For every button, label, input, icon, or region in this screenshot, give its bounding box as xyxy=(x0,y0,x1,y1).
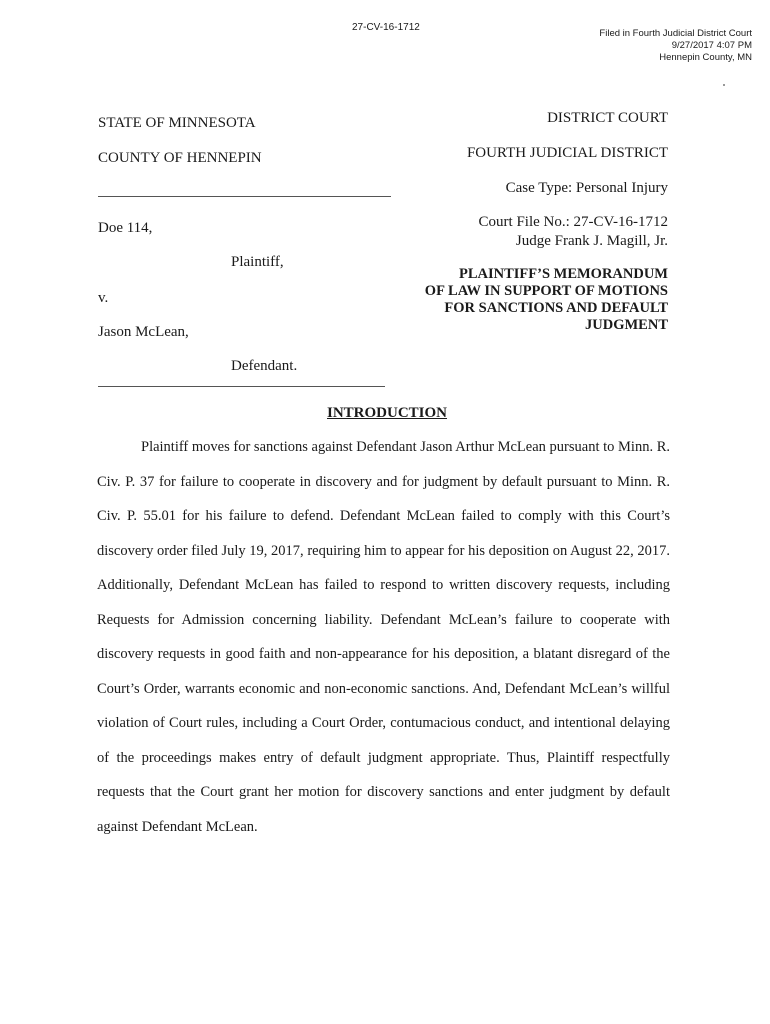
caption-district: FOURTH JUDICIAL DISTRICT xyxy=(466,145,668,161)
document-title-line: JUDGMENT xyxy=(585,317,668,333)
document-title-line: FOR SANCTIONS AND DEFAULT xyxy=(444,300,668,316)
caption-court: DISTRICT COURT xyxy=(547,110,668,126)
versus-label: v. xyxy=(98,290,109,306)
filing-stamp-court: Filed in Fourth Judicial District Court xyxy=(599,28,752,39)
plaintiff-role: Plaintiff, xyxy=(231,254,284,270)
caption-divider-top xyxy=(98,196,391,197)
caption-divider-bottom xyxy=(98,386,385,387)
introduction-heading: INTRODUCTION xyxy=(327,405,448,421)
caption-judge: Judge Frank J. Magill, Jr. xyxy=(515,233,668,249)
filing-stamp-county: Hennepin County, MN xyxy=(659,52,752,63)
case-number-header: 27-CV-16-1712 xyxy=(352,22,420,33)
document-title-line: PLAINTIFF’S MEMORANDUM xyxy=(458,266,668,282)
caption-court-file: Court File No.: 27-CV-16-1712 xyxy=(478,214,668,230)
introduction-body xyxy=(97,430,670,844)
document-title xyxy=(368,266,668,334)
filing-stamp-datetime: 9/27/2017 4:07 PM xyxy=(671,40,752,51)
defendant-role: Defendant. xyxy=(231,358,298,374)
scan-speck xyxy=(723,84,725,86)
filing-stamp xyxy=(492,28,752,64)
plaintiff-name: Doe 114, xyxy=(98,220,153,236)
defendant-name: Jason McLean, xyxy=(98,324,189,340)
document-title-line: OF LAW IN SUPPORT OF MOTIONS xyxy=(424,283,668,299)
caption-case-type: Case Type: Personal Injury xyxy=(505,180,668,196)
introduction-paragraph: Plaintiff moves for sanctions against Defendant Jason Arthur McLean pursuant to Minn. R. Civ. P. 37 for failure to cooperate in discovery and for judgment by default pursuant to Minn. R. Civ. P. 55.01 for his failure to defend. Defendant McLean failed to comply with this Court’s discovery order filed July 19, 2017, requiring him to appear for his deposition on August 22, 2017. Additionally, Defendant McLean has failed to respond to written discovery requests, including Requests for Admission concerning liability. Defendant McLean’s failure to cooperate with discovery requests in good faith and non-appearance for his deposition, a blatant disregard of the Court’s Order, warrants economic and non-economic sanctions. And, Defendant McLean’s willful violation of Court rules, including a Court Order, contumacious conduct, and intentional delaying of the proceedings makes entry of default judgment appropriate. Thus, Plaintiff respectfully requests that the Court grant her motion for discovery sanctions and enter judgment by default against Defendant McLean. xyxy=(97,439,670,835)
caption-county: COUNTY OF HENNEPIN xyxy=(98,150,262,166)
caption-state: STATE OF MINNESOTA xyxy=(98,115,256,131)
